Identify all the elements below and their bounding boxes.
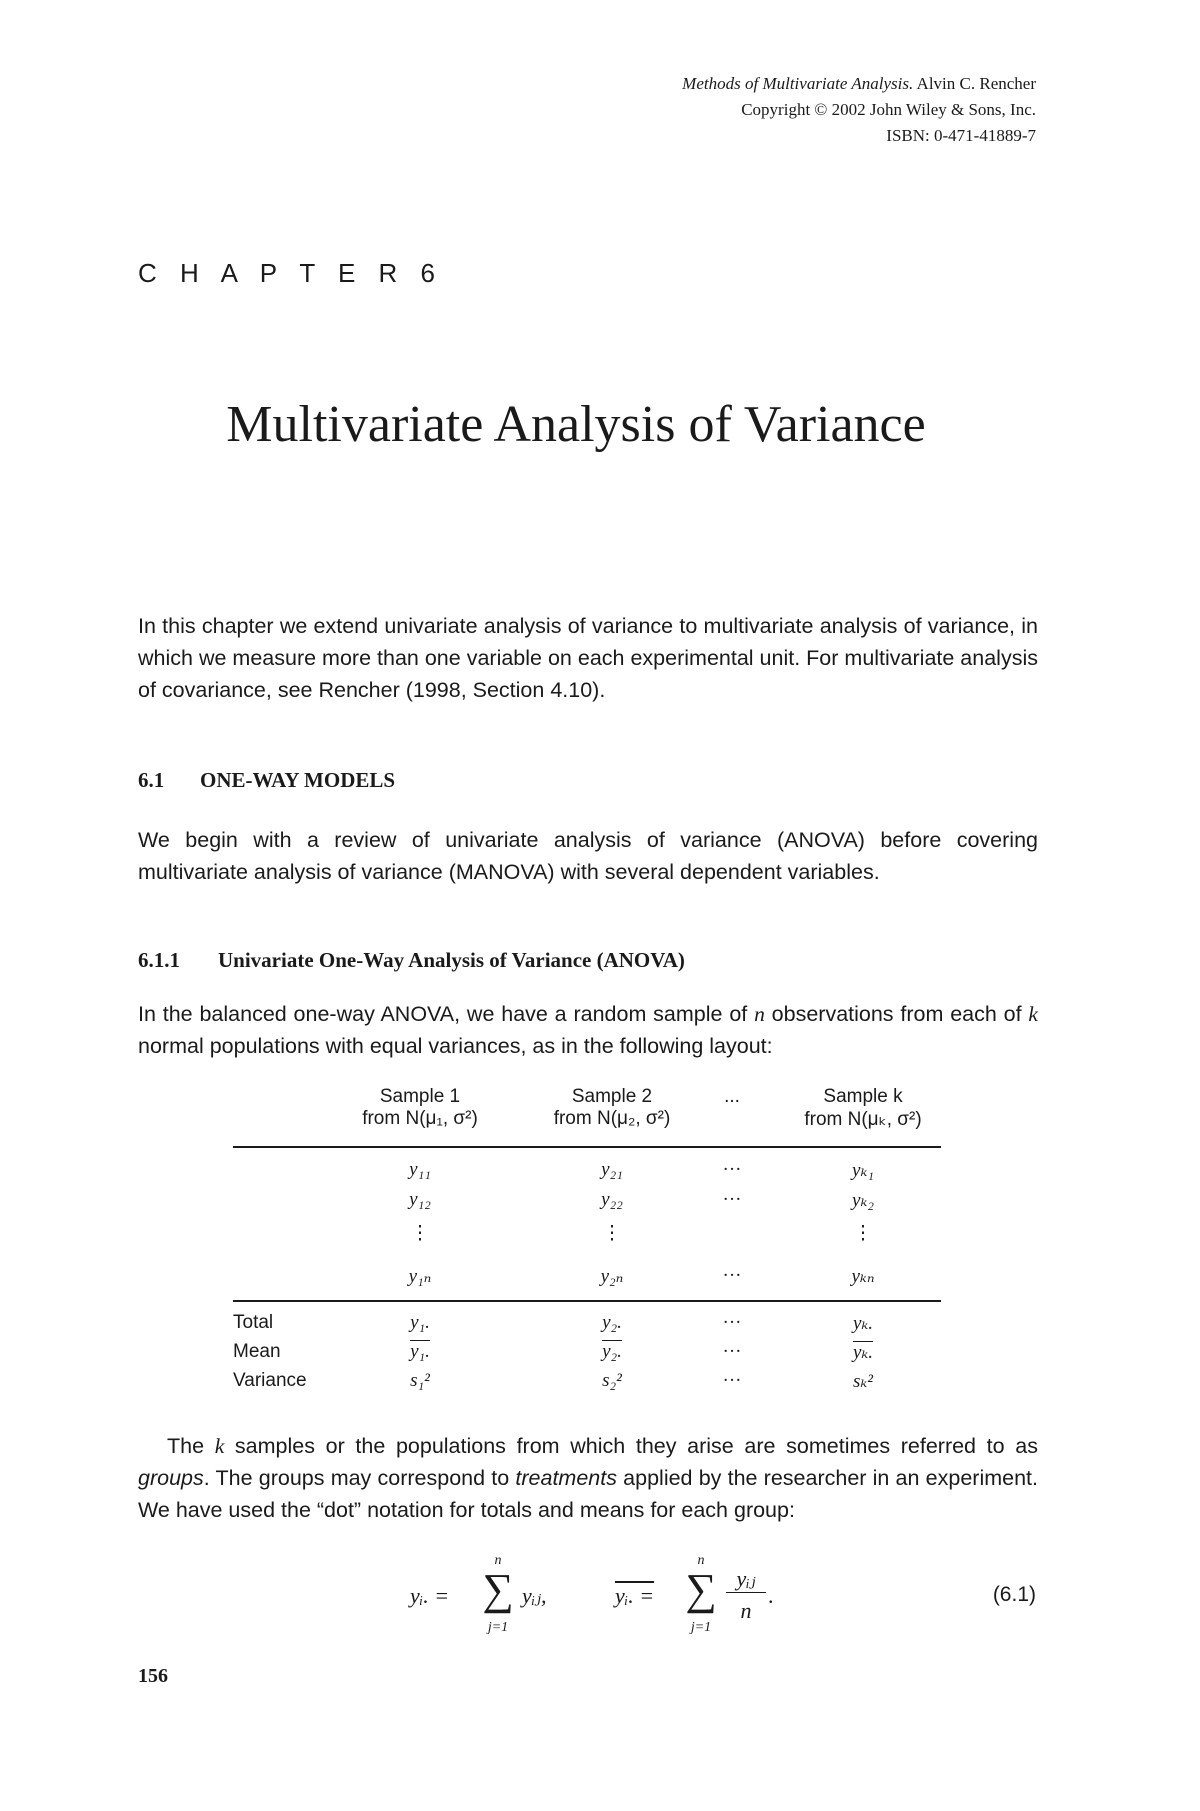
book-title: Methods of Multivariate Analysis. — [682, 74, 914, 93]
col-header-k: Sample k from N(μₖ, σ²) — [804, 1086, 922, 1130]
subsection-number: 6.1.1 — [138, 948, 180, 972]
term-groups: groups — [138, 1466, 204, 1490]
var-n: n — [754, 1002, 765, 1026]
col-header-ellipsis: ... — [724, 1086, 740, 1107]
subsection-text-c: normal populations with equal variances, as in the following layout: — [138, 1034, 773, 1058]
sigma-symbol: ∑ — [482, 1565, 514, 1614]
copyright-line: Copyright © 2002 John Wiley & Sons, Inc. — [741, 100, 1036, 119]
isbn-line: ISBN: 0-471-41889-7 — [886, 126, 1036, 145]
section-number: 6.1 — [138, 768, 165, 792]
subsection-paragraph — [138, 998, 1038, 1062]
table-mid-rule — [233, 1300, 941, 1302]
page-number: 156 — [138, 1665, 168, 1687]
book-header — [682, 71, 1036, 149]
intro-paragraph — [138, 610, 1038, 706]
chapter-label: C H A P T E R 6 — [138, 258, 443, 288]
section-text: We begin with a review of univariate analysis of variance (ANOVA) before covering multivariate analysis of variance (MANOVA) with several dependent variables. — [138, 828, 1038, 884]
sigma-symbol-2: ∑ — [685, 1565, 717, 1614]
equation-number: (6.1) — [992, 1583, 1036, 1606]
col-header-2: Sample 2 from N(μ₂, σ²) — [553, 1086, 671, 1129]
section-title: ONE-WAY MODELS — [200, 768, 396, 792]
table-top-rule — [233, 1146, 941, 1148]
col-header-1: Sample 1 from N(μ₁, σ²) — [362, 1086, 478, 1129]
book-author: Alvin C. Rencher — [916, 74, 1036, 93]
var-k-2: k — [214, 1434, 225, 1458]
term-treatments: treatments — [515, 1466, 617, 1490]
chapter-title: Multivariate Analysis of Variance — [226, 396, 926, 453]
section-heading — [138, 768, 395, 793]
subsection-title: Univariate One-Way Analysis of Variance (ANOVA) — [218, 948, 685, 972]
section-paragraph — [138, 824, 1038, 888]
subsection-text-a: In the balanced one-way ANOVA, we have a random sample of — [138, 1002, 748, 1026]
intro-text: In this chapter we extend univariate analysis of variance to multivariate analysis of variance, in which we measure more than one variable on each experimental unit. For multivariate analysis of covariance, see Rencher (1998, Section 4.10). — [138, 614, 1038, 702]
subsection-heading — [138, 948, 685, 973]
subsection-text-b: observations from each of — [771, 1002, 1022, 1026]
var-k: k — [1028, 1002, 1038, 1026]
groups-paragraph: The k samples or the populations from which they arise are sometimes referred to as groups. The groups may correspond to treatments applied by the researcher in an experiment. We have used the “dot” notation for totals and means for each group: — [138, 1434, 1038, 1522]
